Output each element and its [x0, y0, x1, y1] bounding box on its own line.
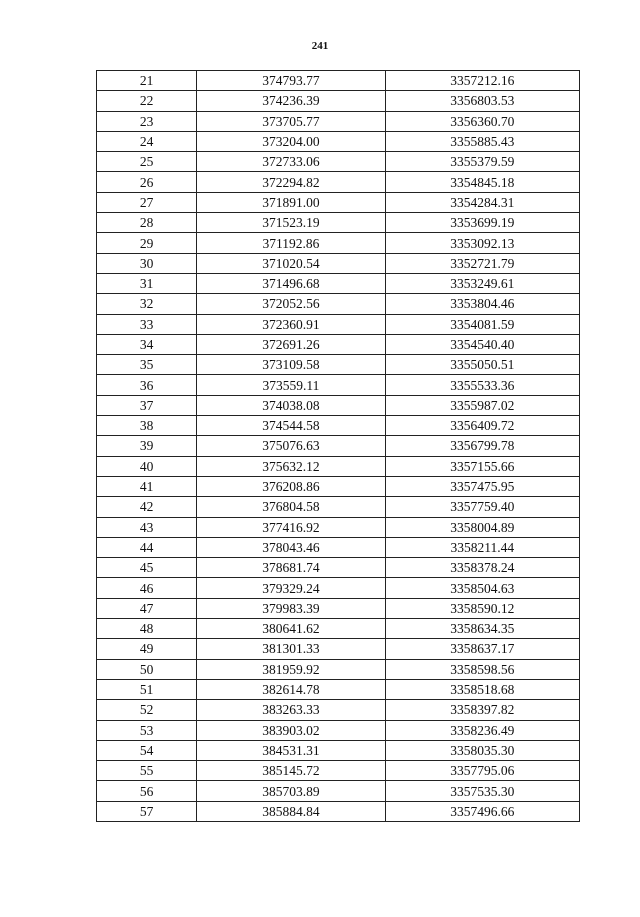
y-coordinate-cell: 3354284.31 [385, 192, 579, 212]
point-index-cell: 38 [97, 416, 197, 436]
table-row [97, 273, 580, 293]
x-coordinate-cell: 373109.58 [197, 355, 385, 375]
point-index-cell: 45 [97, 558, 197, 578]
point-index-cell: 25 [97, 152, 197, 172]
y-coordinate-cell: 3354081.59 [385, 314, 579, 334]
table-row [97, 192, 580, 212]
y-coordinate-cell: 3358598.56 [385, 659, 579, 679]
x-coordinate-cell: 374236.39 [197, 91, 385, 111]
table-row [97, 131, 580, 151]
table-row [97, 537, 580, 557]
x-coordinate-cell: 382614.78 [197, 679, 385, 699]
x-coordinate-cell: 372733.06 [197, 152, 385, 172]
x-coordinate-cell: 385703.89 [197, 781, 385, 801]
y-coordinate-cell: 3355379.59 [385, 152, 579, 172]
y-coordinate-cell: 3358637.17 [385, 639, 579, 659]
y-coordinate-cell: 3353249.61 [385, 273, 579, 293]
table-row [97, 619, 580, 639]
table-row [97, 578, 580, 598]
point-index-cell: 27 [97, 192, 197, 212]
table-row [97, 91, 580, 111]
point-index-cell: 28 [97, 213, 197, 233]
x-coordinate-cell: 376804.58 [197, 497, 385, 517]
point-index-cell: 42 [97, 497, 197, 517]
y-coordinate-cell: 3358397.82 [385, 700, 579, 720]
y-coordinate-cell: 3358004.89 [385, 517, 579, 537]
point-index-cell: 34 [97, 334, 197, 354]
point-index-cell: 44 [97, 537, 197, 557]
x-coordinate-cell: 377416.92 [197, 517, 385, 537]
table-row [97, 416, 580, 436]
y-coordinate-cell: 3358035.30 [385, 740, 579, 760]
x-coordinate-cell: 372052.56 [197, 294, 385, 314]
table-row [97, 334, 580, 354]
x-coordinate-cell: 374038.08 [197, 395, 385, 415]
x-coordinate-cell: 375076.63 [197, 436, 385, 456]
table-row [97, 395, 580, 415]
y-coordinate-cell: 3353699.19 [385, 213, 579, 233]
point-index-cell: 31 [97, 273, 197, 293]
y-coordinate-cell: 3357475.95 [385, 476, 579, 496]
x-coordinate-cell: 376208.86 [197, 476, 385, 496]
table-row [97, 497, 580, 517]
table-row [97, 761, 580, 781]
y-coordinate-cell: 3355987.02 [385, 395, 579, 415]
point-index-cell: 50 [97, 659, 197, 679]
table-row [97, 558, 580, 578]
point-index-cell: 55 [97, 761, 197, 781]
table-row [97, 476, 580, 496]
table-row [97, 740, 580, 760]
point-index-cell: 35 [97, 355, 197, 375]
x-coordinate-cell: 373559.11 [197, 375, 385, 395]
x-coordinate-cell: 373705.77 [197, 111, 385, 131]
y-coordinate-cell: 3352721.79 [385, 253, 579, 273]
table-row [97, 781, 580, 801]
point-index-cell: 57 [97, 801, 197, 821]
x-coordinate-cell: 380641.62 [197, 619, 385, 639]
table-row [97, 436, 580, 456]
x-coordinate-cell: 375632.12 [197, 456, 385, 476]
table-row [97, 152, 580, 172]
point-index-cell: 23 [97, 111, 197, 131]
table-row [97, 111, 580, 131]
y-coordinate-cell: 3357535.30 [385, 781, 579, 801]
table-row [97, 213, 580, 233]
y-coordinate-cell: 3358634.35 [385, 619, 579, 639]
x-coordinate-cell: 371192.86 [197, 233, 385, 253]
x-coordinate-cell: 373204.00 [197, 131, 385, 151]
point-index-cell: 41 [97, 476, 197, 496]
x-coordinate-cell: 374544.58 [197, 416, 385, 436]
point-index-cell: 29 [97, 233, 197, 253]
y-coordinate-cell: 3358518.68 [385, 679, 579, 699]
y-coordinate-cell: 3357795.06 [385, 761, 579, 781]
x-coordinate-cell: 371523.19 [197, 213, 385, 233]
table-row [97, 71, 580, 91]
point-index-cell: 24 [97, 131, 197, 151]
point-index-cell: 48 [97, 619, 197, 639]
point-index-cell: 33 [97, 314, 197, 334]
y-coordinate-cell: 3353092.13 [385, 233, 579, 253]
y-coordinate-cell: 3356799.78 [385, 436, 579, 456]
point-index-cell: 37 [97, 395, 197, 415]
table-row [97, 456, 580, 476]
point-index-cell: 40 [97, 456, 197, 476]
point-index-cell: 51 [97, 679, 197, 699]
x-coordinate-cell: 372691.26 [197, 334, 385, 354]
y-coordinate-cell: 3358236.49 [385, 720, 579, 740]
x-coordinate-cell: 383903.02 [197, 720, 385, 740]
table-row [97, 172, 580, 192]
page-number: 241 [311, 40, 329, 52]
table-row [97, 253, 580, 273]
table-row [97, 700, 580, 720]
point-index-cell: 52 [97, 700, 197, 720]
point-index-cell: 21 [97, 71, 197, 91]
coordinate-table [96, 70, 580, 822]
y-coordinate-cell: 3358504.63 [385, 578, 579, 598]
point-index-cell: 46 [97, 578, 197, 598]
x-coordinate-cell: 371891.00 [197, 192, 385, 212]
x-coordinate-cell: 371020.54 [197, 253, 385, 273]
y-coordinate-cell: 3357155.66 [385, 456, 579, 476]
table-row [97, 801, 580, 821]
y-coordinate-cell: 3356409.72 [385, 416, 579, 436]
point-index-cell: 43 [97, 517, 197, 537]
y-coordinate-cell: 3357212.16 [385, 71, 579, 91]
table-row [97, 679, 580, 699]
point-index-cell: 54 [97, 740, 197, 760]
table-row [97, 598, 580, 618]
table-row [97, 720, 580, 740]
coordinate-table-body [97, 71, 580, 822]
table-row [97, 233, 580, 253]
x-coordinate-cell: 381301.33 [197, 639, 385, 659]
y-coordinate-cell: 3356803.53 [385, 91, 579, 111]
table-row [97, 659, 580, 679]
table-row [97, 294, 580, 314]
point-index-cell: 22 [97, 91, 197, 111]
y-coordinate-cell: 3354540.40 [385, 334, 579, 354]
y-coordinate-cell: 3358378.24 [385, 558, 579, 578]
y-coordinate-cell: 3355533.36 [385, 375, 579, 395]
point-index-cell: 49 [97, 639, 197, 659]
y-coordinate-cell: 3357759.40 [385, 497, 579, 517]
point-index-cell: 36 [97, 375, 197, 395]
x-coordinate-cell: 371496.68 [197, 273, 385, 293]
y-coordinate-cell: 3356360.70 [385, 111, 579, 131]
y-coordinate-cell: 3358211.44 [385, 537, 579, 557]
x-coordinate-cell: 378043.46 [197, 537, 385, 557]
point-index-cell: 56 [97, 781, 197, 801]
table-row [97, 375, 580, 395]
point-index-cell: 30 [97, 253, 197, 273]
x-coordinate-cell: 385145.72 [197, 761, 385, 781]
table-row [97, 639, 580, 659]
x-coordinate-cell: 374793.77 [197, 71, 385, 91]
y-coordinate-cell: 3355050.51 [385, 355, 579, 375]
x-coordinate-cell: 381959.92 [197, 659, 385, 679]
point-index-cell: 47 [97, 598, 197, 618]
table-row [97, 314, 580, 334]
point-index-cell: 26 [97, 172, 197, 192]
point-index-cell: 39 [97, 436, 197, 456]
y-coordinate-cell: 3358590.12 [385, 598, 579, 618]
point-index-cell: 53 [97, 720, 197, 740]
y-coordinate-cell: 3355885.43 [385, 131, 579, 151]
x-coordinate-cell: 379329.24 [197, 578, 385, 598]
y-coordinate-cell: 3357496.66 [385, 801, 579, 821]
x-coordinate-cell: 372294.82 [197, 172, 385, 192]
table-row [97, 355, 580, 375]
x-coordinate-cell: 379983.39 [197, 598, 385, 618]
x-coordinate-cell: 372360.91 [197, 314, 385, 334]
y-coordinate-cell: 3354845.18 [385, 172, 579, 192]
x-coordinate-cell: 384531.31 [197, 740, 385, 760]
x-coordinate-cell: 378681.74 [197, 558, 385, 578]
x-coordinate-cell: 385884.84 [197, 801, 385, 821]
point-index-cell: 32 [97, 294, 197, 314]
y-coordinate-cell: 3353804.46 [385, 294, 579, 314]
x-coordinate-cell: 383263.33 [197, 700, 385, 720]
table-row [97, 517, 580, 537]
